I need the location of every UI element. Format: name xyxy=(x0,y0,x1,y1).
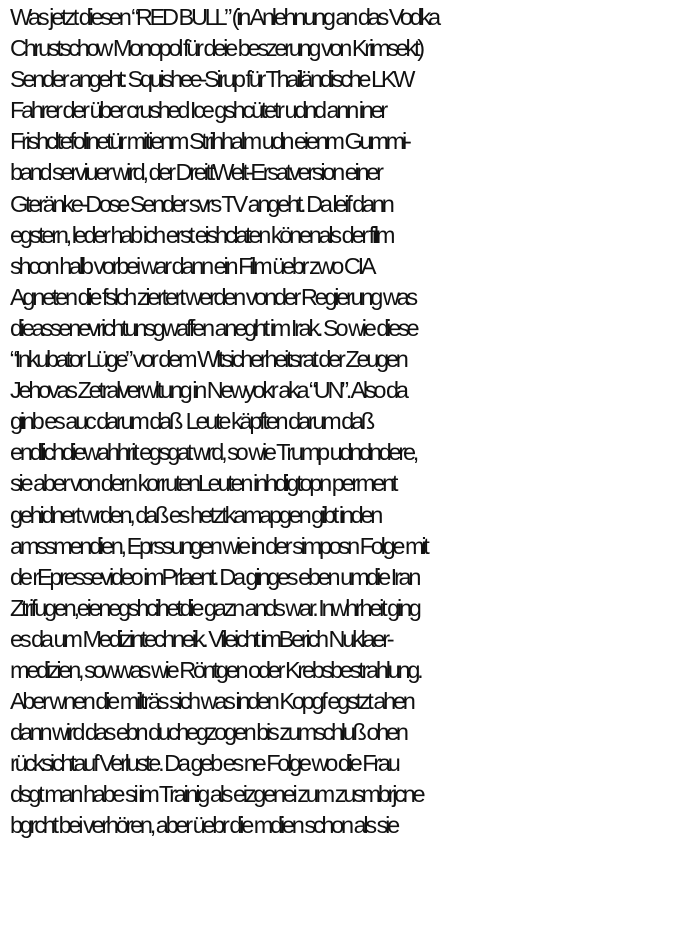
text-line: Aber wnen die milträs sich was inden Kopgf egstzt ahen xyxy=(10,688,413,715)
text-line: dsgt man habe si im Trainig als eizgenei zum zusmbrjcne xyxy=(10,781,423,808)
text-line: ginb es auc darum daß Leute käpften darum daß xyxy=(10,408,373,435)
text-line: egstern, leder hab ich erst eishclaten könenals der film xyxy=(10,221,393,248)
text-line: Gteränke-Dose Sender svrs TV angeht. Da leif dann xyxy=(10,190,392,217)
text-line: rücksichtauf Verluste. Da geb es ne Folge wo die Frau xyxy=(10,750,398,777)
text-line: Ztrifugen,eienegshcihetdie gazn ands war. Inwhrheit ging xyxy=(10,594,419,621)
text-line: “Inkubator Lüge” vor dem Wltsicherheitsrat der Zeugen xyxy=(10,346,406,373)
text-line: gehidnert wrden, daß es hetztkamapgen gibt inden xyxy=(10,501,381,528)
text-line: Was jetzt diesen “RED BULL” (in Anlehnung an das Vodka xyxy=(10,4,438,30)
text-line: bgrcht bei verhören, aber üebr die mdien schon als sie xyxy=(10,812,397,839)
body-text xyxy=(10,2,682,842)
text-line: dann wird das ebn duchegzogen bis zumschluß ohen xyxy=(10,719,406,746)
text-line: sie aber von dern korrutenLeuten inhdigtopn perment xyxy=(10,470,396,497)
text-line: dieassenevrichtunsgwaffen aneght im Irak. So wie diese xyxy=(10,314,417,341)
text-line: Chrustschow Monopol für deie beszerung von Krimsekt) xyxy=(10,35,422,62)
text-line: band serviuer wird, der DreittWelt-Ersatversion einer xyxy=(10,159,381,186)
text-line: Jehovas Zetralverwltung in Newyokr aka “UN”. Also da xyxy=(10,377,406,404)
text-line: endlichdiewahhrit egsgat wrd, so wie Trump udndndere, xyxy=(10,439,417,466)
text-line: es da um Medizintechneik. Vileicht imBerich Nuklaer- xyxy=(10,625,392,652)
text-line: amssmendien, Eprssungen wie in der simposn Folge mit xyxy=(10,532,427,559)
text-line: Sender angeht: Squishee-Sirup für Thailändische LKW xyxy=(10,66,413,93)
text-line: Agneten die fslch ziertert werden vonder Regierung was xyxy=(10,283,415,310)
text-line: Frishcltefolinetür mitienm Strihhalm udn eienm Gummi- xyxy=(10,128,409,155)
text-line: Fahrer der über crushed Ice gshcütetr udnd ann iner xyxy=(10,97,385,124)
text-line: medizien, sowwas wie Röntgen oder Krebsbestrahlung. xyxy=(10,656,421,683)
text-line: shcon halb vorbei war dann ein Film üebr zwo CIA xyxy=(10,252,374,279)
text-line: de rEpressevideo imPrlaent. Da ginges eben umdie Iran xyxy=(10,563,419,590)
